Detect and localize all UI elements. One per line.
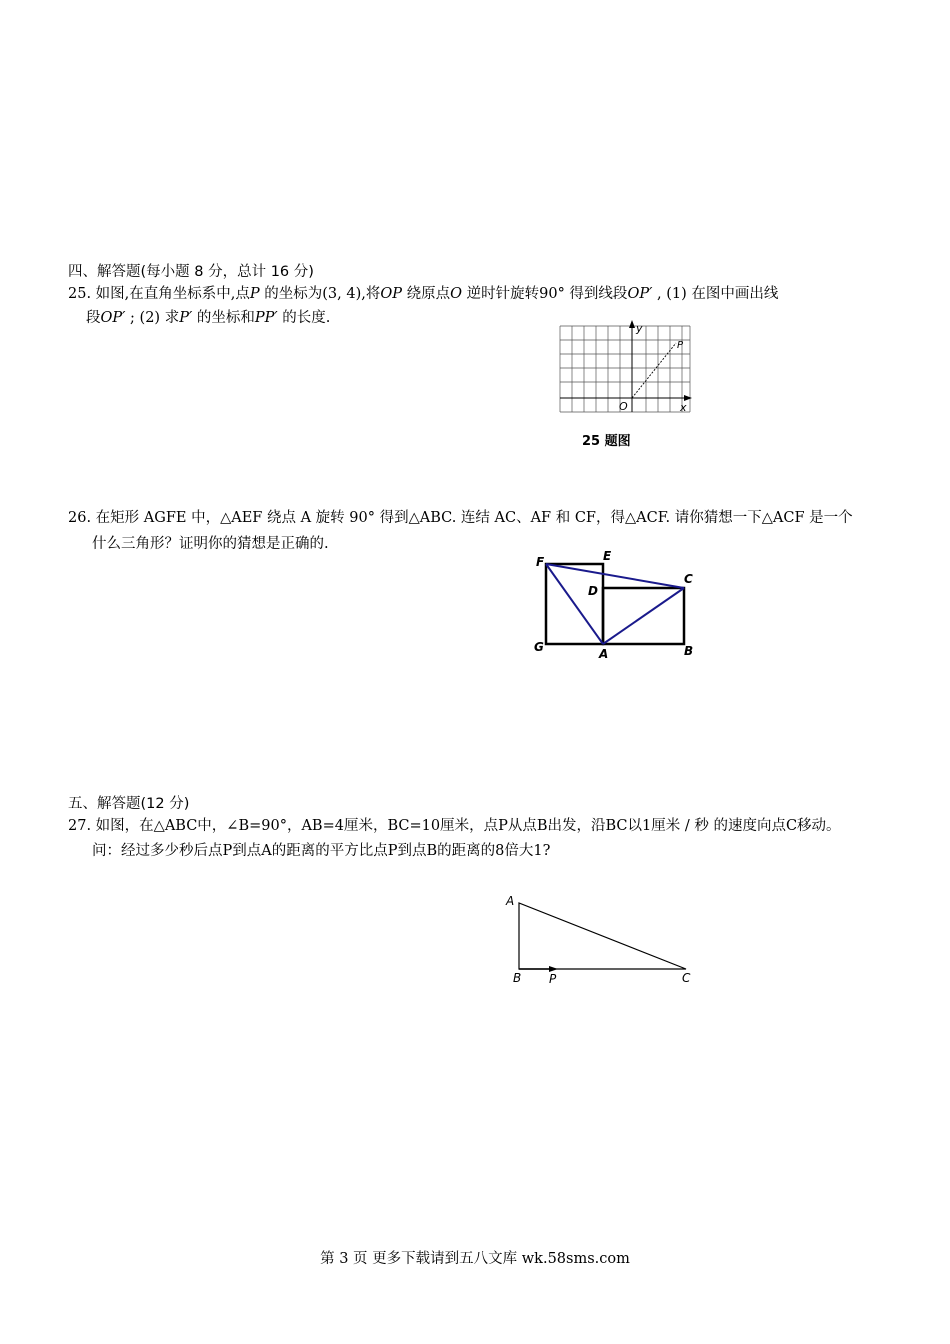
label-y: y [636,322,643,335]
label-p: P [549,972,557,986]
y-arrow-icon [629,320,635,328]
q25-text-i: 的长度. [277,310,331,326]
q25-text-a: 25. 如图,在直角坐标系中,点 [68,286,250,302]
q25-var-op: OP [380,286,403,302]
triangle-acf [546,564,684,644]
q25-var-opp: OP′ [627,286,653,302]
triangle-abc [519,903,686,969]
q25-text-h: 的坐标和 [192,310,255,326]
q25-var-o: O [450,286,463,302]
label-g: G [534,640,544,654]
label-b: B [684,644,694,658]
q25-text-f: 段 [86,310,101,326]
label-x: x [680,401,687,414]
q25-text-e: , (1) 在图中画出线 [652,286,779,302]
q25-var-p: P [249,286,260,302]
q27-figure [500,890,700,990]
page-footer: 第 3 页 更多下载请到五八文库 wk.58sms.com [320,1251,630,1267]
axes [560,322,690,412]
label-d: D [588,584,598,598]
q25-var-opp-2: OP′ [100,310,126,326]
label-e: E [603,549,612,563]
q26-figure [528,548,708,664]
label-o: O [619,400,628,413]
q25-line1 [68,284,778,304]
label-b: B [513,971,522,985]
q25-var-ppp: PP′ [254,310,278,326]
q25-text-d: 逆时针旋转90° 得到线段 [462,286,628,302]
label-a: A [599,647,609,661]
label-a: A [506,894,515,908]
q25-var-pp: P′ [179,310,193,326]
segment-op [632,343,676,398]
label-f: F [536,555,545,569]
label-c: C [682,971,691,985]
q25-text-b: 的坐标为(3, 4),将 [259,286,381,302]
segment-fa [546,564,603,644]
q26-line1: 26. 在矩形 AGFE 中，△AEF 绕点 A 旋转 90° 得到△ABC. 连结 AC、AF 和 CF，得△ACF. 请你猜想一下△ACF 是一个 [68,510,853,526]
q27-line2: 问：经过多少秒后点P到点A的距离的平方比点P到点B的距离的8倍大1? [92,843,551,859]
q25-line2 [86,308,330,328]
section-5-title: 五、解答题(12 分) [68,796,190,812]
q25-caption: 25 题图 [582,434,631,449]
section-4-title: 四、解答题(每小题 8 分，总计 16 分) [68,264,314,280]
label-p: P [677,340,684,351]
label-c: C [684,572,693,586]
q27-line1: 27. 如图，在△ABC中，∠B=90°，AB=4厘米，BC=10厘米，点P从点B出发，沿BC以1厘米 / 秒 的速度向点C移动。 [68,818,841,834]
q25-text-c: 绕原点 [402,286,451,302]
q25-text-g: ; (2) 求 [125,310,180,326]
q25-figure-grid [556,318,696,418]
segment-fc [546,564,684,588]
segment-ac [603,588,684,644]
q26-line2: 什么三角形？证明你的猜想是正确的. [92,536,329,552]
